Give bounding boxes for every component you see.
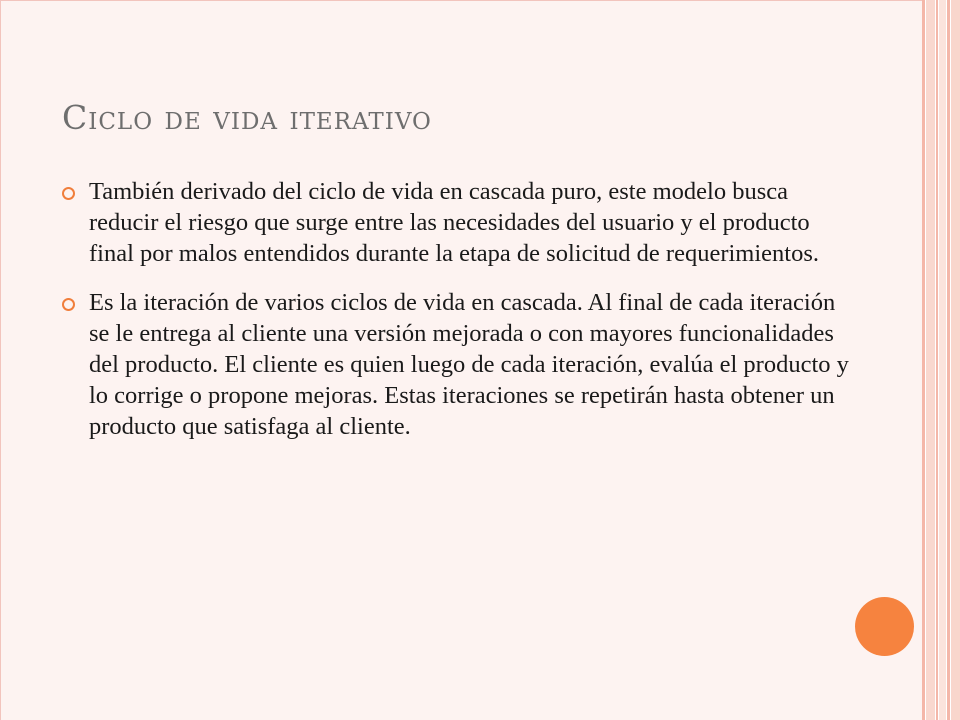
decorative-stripes — [922, 0, 960, 720]
bullet-text: También derivado del ciclo de vida en cascada puro, este modelo busca reducir el riesgo que surge entre las necesidades del usuario y el producto final por malos entendidos durante la etapa de solicitud de requerimientos. — [89, 178, 820, 267]
stripe — [947, 0, 950, 720]
stripe — [922, 0, 925, 720]
bullet-icon — [62, 298, 75, 311]
decorative-orange-circle-icon — [855, 597, 914, 656]
slide-title: Ciclo de vida iterativo — [62, 98, 432, 137]
stripe — [926, 0, 935, 720]
bullet-list — [62, 176, 852, 460]
bullet-item — [62, 287, 852, 442]
stripe — [936, 0, 938, 720]
bullet-icon — [62, 187, 75, 200]
bullet-text: Es la iteración de varios ciclos de vida en cascada. Al final de cada iteración se le entrega al cliente una versión mejorada o con mayores funcionalidades del producto. El cliente es quien luego de cada iteración, evalúa el producto y lo corrige o propone mejoras. Estas iteraciones se repetirán hasta obtener un producto que satisfaga al cliente. — [89, 289, 849, 440]
bullet-item — [62, 176, 852, 269]
stripe — [951, 0, 960, 720]
stripe — [939, 0, 946, 720]
